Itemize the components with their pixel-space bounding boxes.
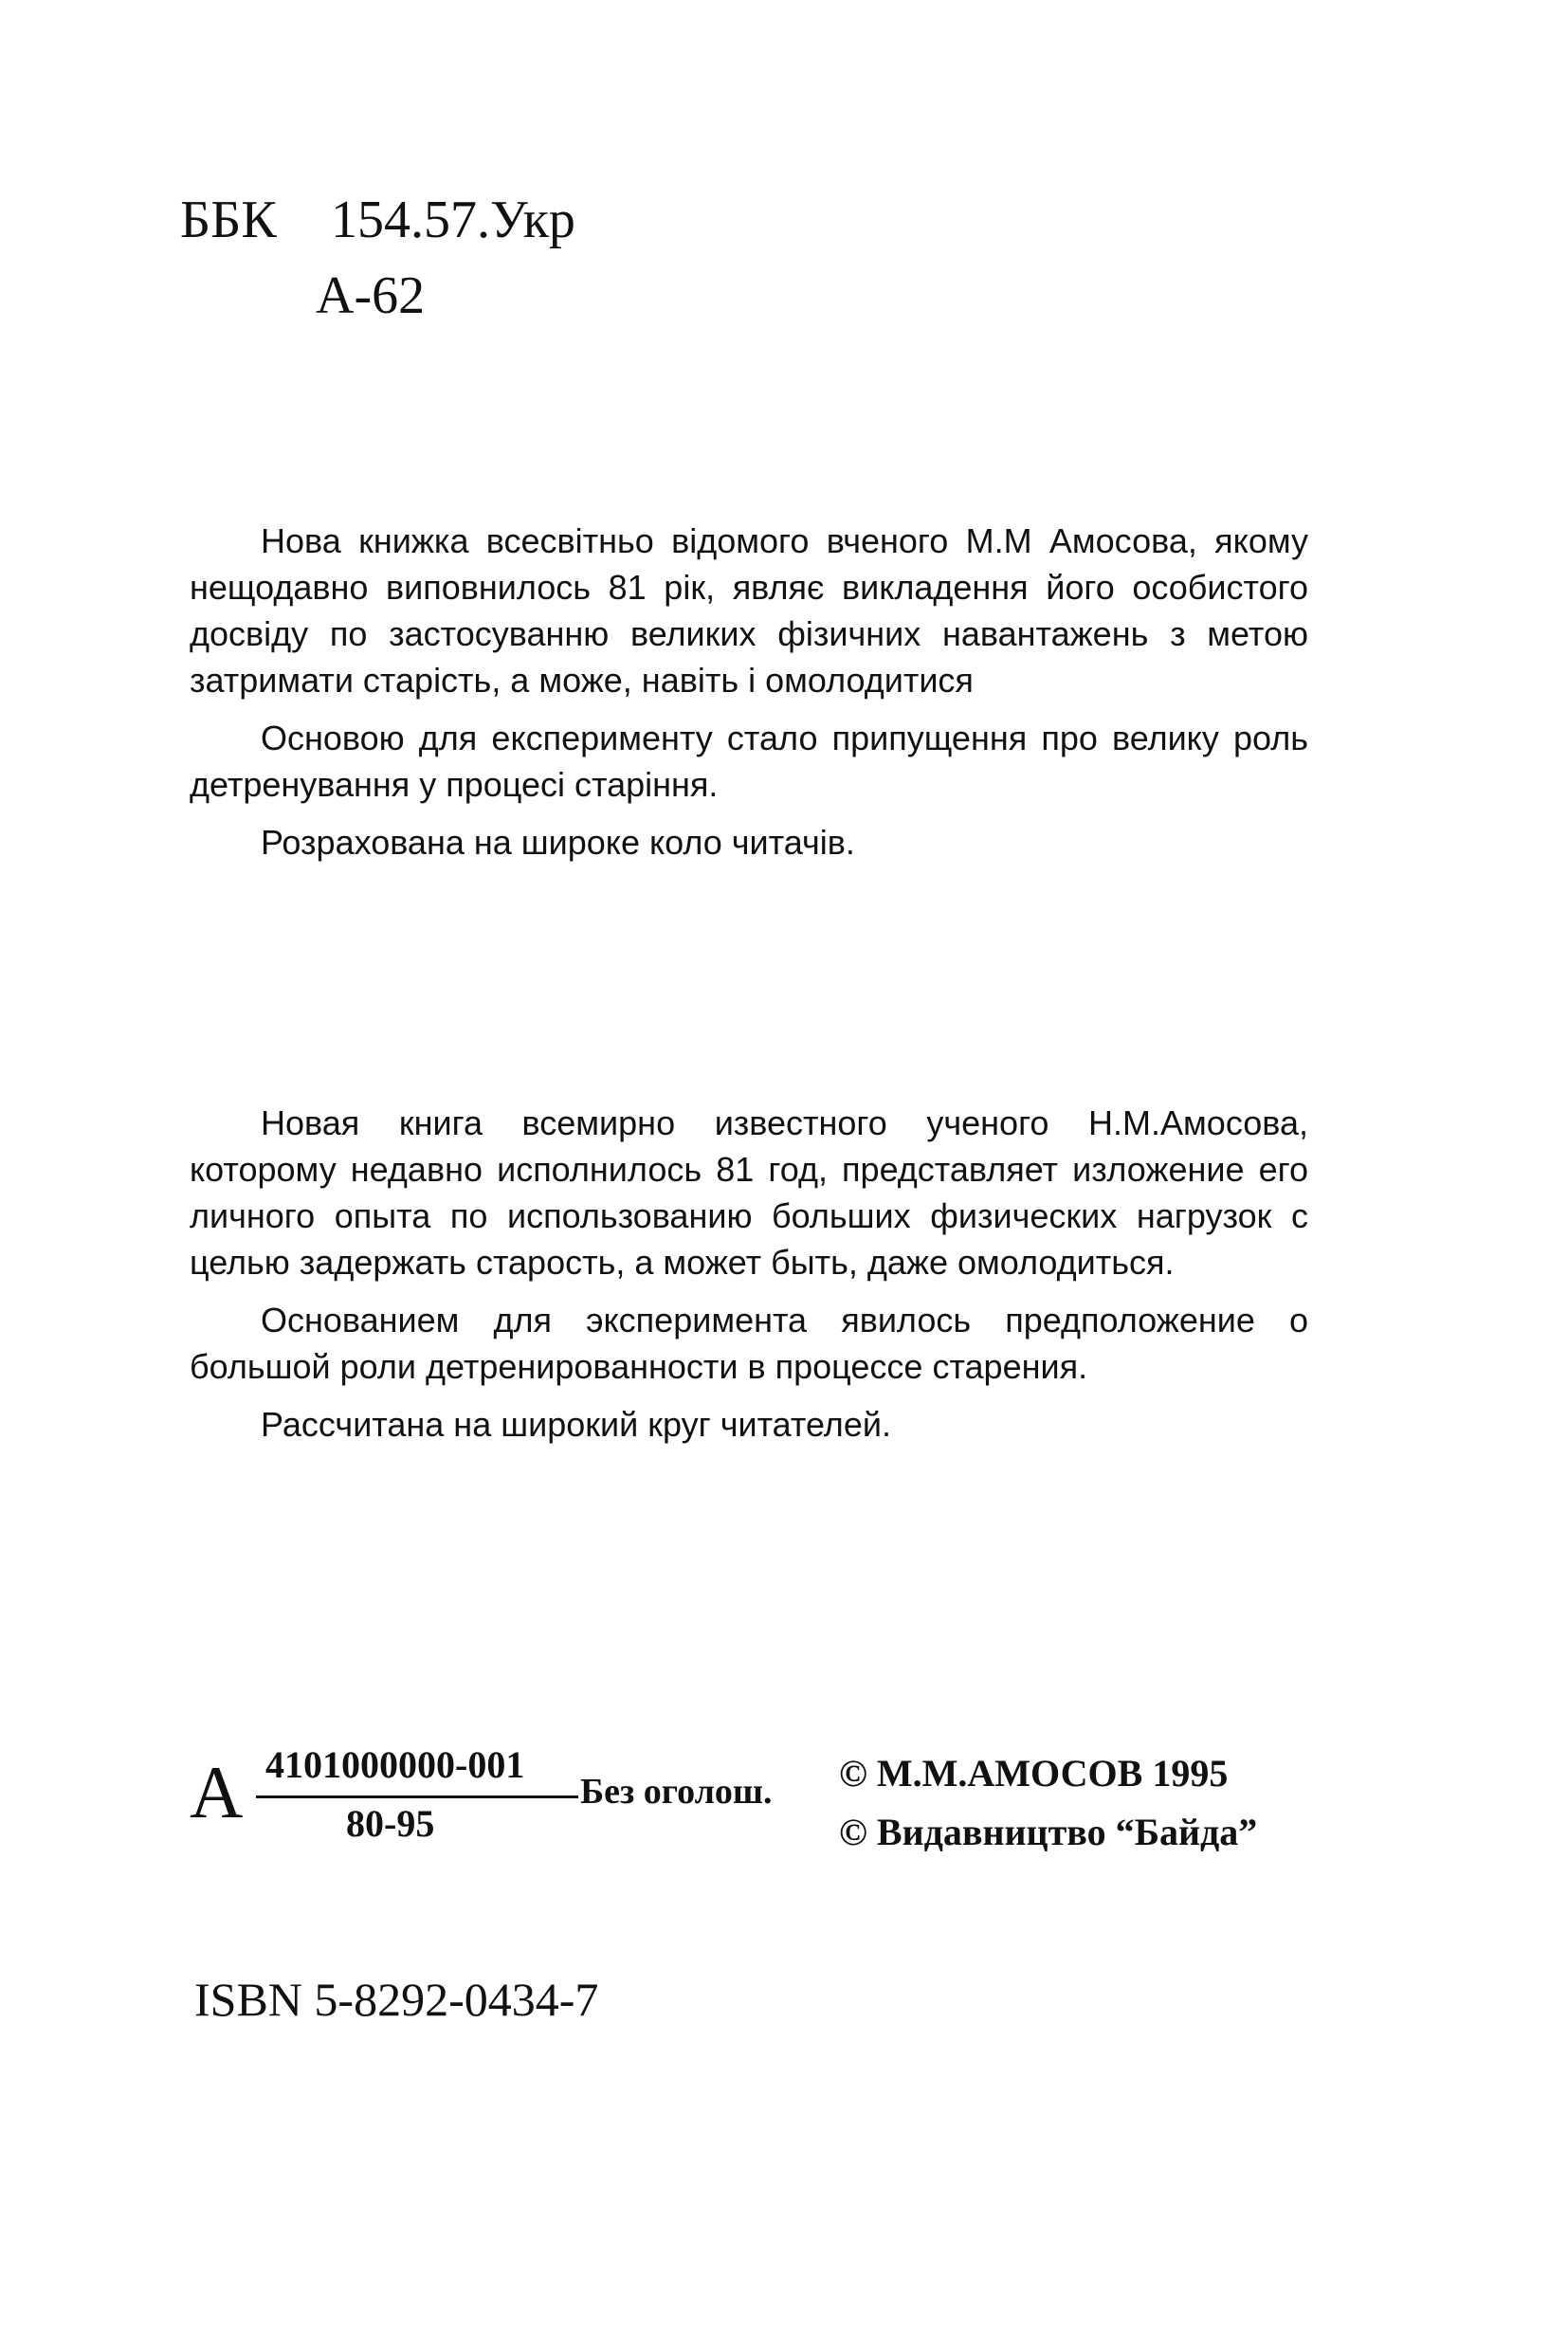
copyright-author: © М.М.АМОСОВ 1995 bbox=[839, 1752, 1229, 1795]
catalog-denominator: 80-95 bbox=[346, 1802, 435, 1845]
isbn: ISBN 5-8292-0434-7 bbox=[194, 1973, 599, 2026]
bbk-classification bbox=[180, 190, 575, 250]
annotation-russian bbox=[190, 1100, 1308, 1459]
annotation-ru-paragraph-1: Новая книга всемирно известного ученого Н.М.Амосова, которому недавно исполнилось 81 год, представляет изложение его личного опыта по использованию больших физических нагрузок с целью задержать старость, а может быть, даже омолодиться. bbox=[190, 1103, 1308, 1282]
bbk-label: ББК bbox=[180, 191, 277, 249]
annotation-ukrainian bbox=[190, 518, 1308, 877]
price-note: Без оголош. bbox=[580, 1772, 773, 1812]
fraction-divider bbox=[256, 1795, 578, 1798]
catalog-numerator: 4101000000-001 bbox=[265, 1743, 525, 1786]
annotation-uk-paragraph-3: Розрахована на широке коло читачів. bbox=[261, 823, 855, 862]
annotation-ru-paragraph-2: Основанием для эксперимента явилось предположение о большой роли детренированности в процессе старения. bbox=[190, 1301, 1308, 1386]
annotation-ru-paragraph-3: Рассчитана на широкий круг читателей. bbox=[261, 1405, 891, 1444]
annotation-uk-paragraph-1: Нова книжка всесвітньо відомого вченого М.М Амосова, якому нещодавно виповнилось 81 рік, являє викладення його особистого досвіду по застосуванню великих фізичних навантажень з метою затримати старість, а може, навіть і омолодитися bbox=[190, 521, 1308, 700]
catalog-code bbox=[190, 1744, 853, 1868]
copyright-publisher: © Видавництво “Байда” bbox=[839, 1811, 1258, 1853]
catalog-letter: А bbox=[190, 1751, 244, 1833]
author-mark: А-62 bbox=[316, 266, 426, 325]
copyright-block bbox=[839, 1744, 1257, 1862]
bbk-code: 154.57.Укр bbox=[331, 191, 575, 249]
annotation-uk-paragraph-2: Основою для експерименту стало припущення про велику роль детренування у процесі старіння. bbox=[190, 719, 1308, 804]
